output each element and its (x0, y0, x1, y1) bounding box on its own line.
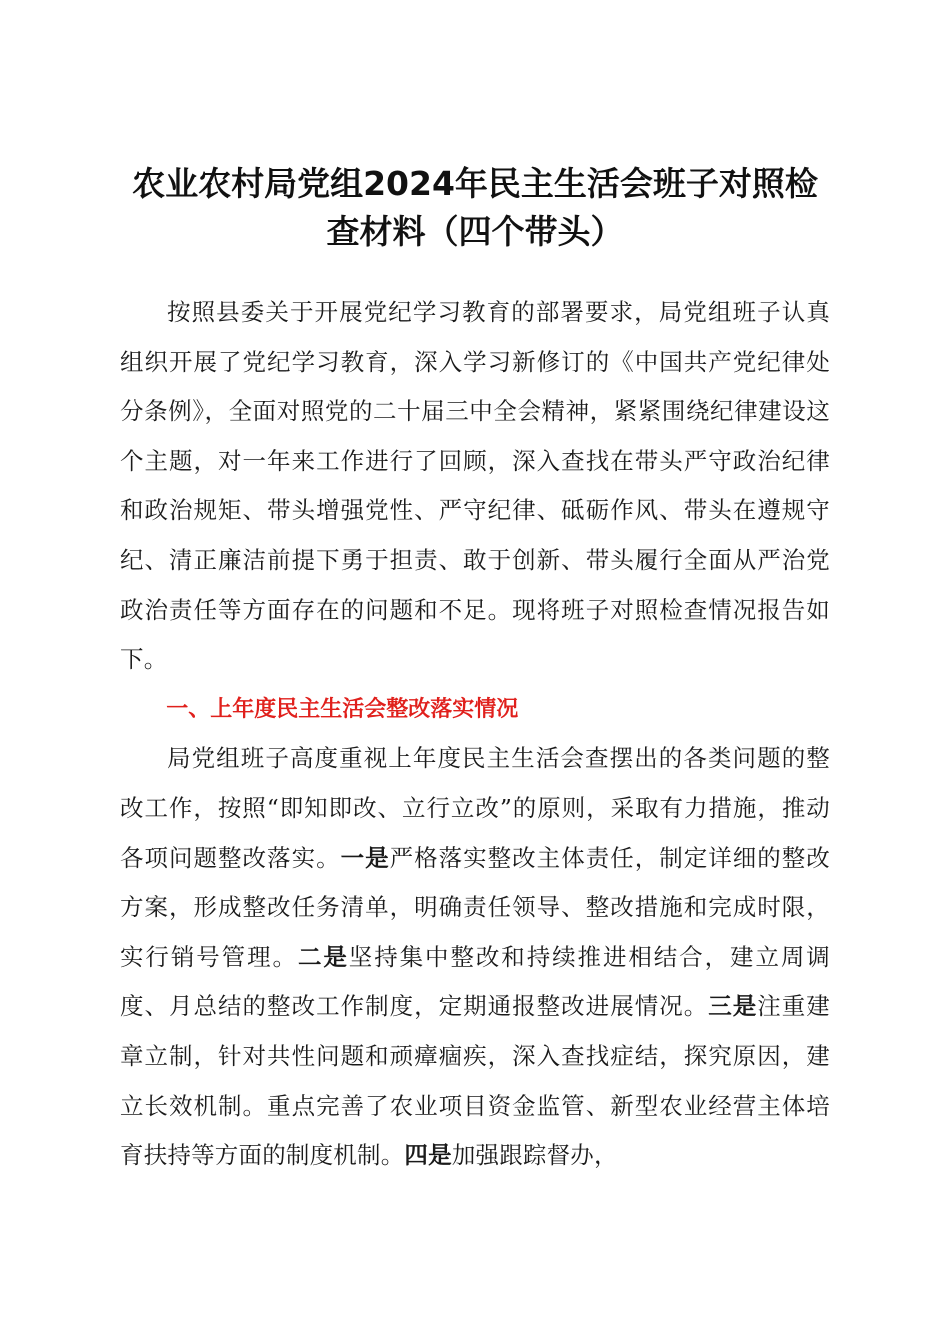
section-1-text-4: 加强跟踪督办， (451, 1141, 618, 1170)
intro-paragraph: 按照县委关于开展党纪学习教育的部署要求，局党组班子认真组织开展了党纪学习教育，深入学习新修订的《中国共产党纪律处分条例》，全面对照党的二十届三中全会精神，紧紧围绕纪律建设这个主题，对一年来工作进行了回顾，深入查找在带头严守政治纪律和政治规矩、带头增强党性、严守纪律、砥砺作风、带头在遵规守纪、清正廉洁前提下勇于担责、敢于创新、带头履行全面从严治党政治责任等方面存在的问题和不足。现将班子对照检查情况报告如下。 (120, 298, 830, 674)
point-2-marker: 二是 (297, 942, 349, 971)
section-1-heading: 一、上年度民主生活会整改落实情况 (166, 696, 519, 722)
section-1-paragraph (120, 734, 830, 1180)
point-1-marker: 一是 (340, 843, 390, 872)
section-1-text-2: 坚持集中整改和持续推进相结合，建立周调度、月总结的整改工作制度，定期通报整改进展情况。 (120, 942, 830, 1021)
point-3-marker: 三是 (708, 992, 758, 1021)
section-1-text-3: 注重建章立制，针对共性问题和顽瘴痼疾，深入查找症结，探究原因，建立长效机制。重点完善了农业项目资金监管、新型农业经营主体培育扶持等方面的制度机制。 (120, 992, 830, 1170)
section-1-text-1: 严格落实整改主体责任，制定详细的整改方案，形成整改任务清单，明确责任领导、整改措施和完成时限，实行销号管理。 (120, 843, 830, 971)
document-page (120, 160, 830, 1181)
point-4-marker: 四是 (404, 1141, 452, 1170)
document-title (120, 160, 830, 256)
title-line-1: 农业农村局党组2024年民主生活会班子对照检 (132, 164, 818, 203)
title-line-2: 查材料（四个带头） (326, 212, 624, 251)
section-1-text-0: 局党组班子高度重视上年度民主生活会查摆出的各类问题的整改工作，按照“即知即改、立行立改”的原则，采取有力措施，推动各项问题整改落实。 (120, 744, 830, 872)
